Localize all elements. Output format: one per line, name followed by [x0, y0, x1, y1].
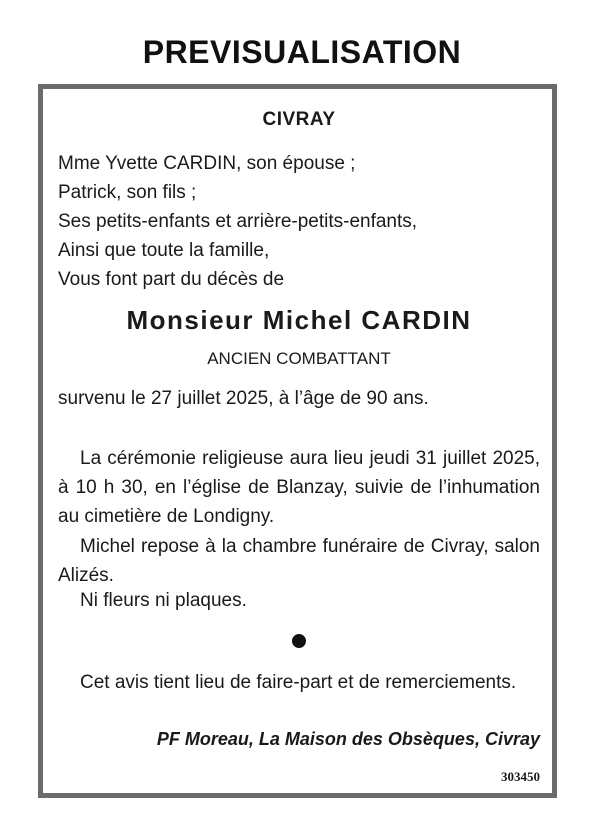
- announcer-line: Patrick, son fils ;: [58, 182, 197, 203]
- thanks-paragraph: Cet avis tient lieu de faire-part et de remerciements.: [80, 672, 517, 693]
- announcers-block: [58, 149, 540, 294]
- resting-place-paragraph: Michel repose à la chambre funéraire de Civray, salon Alizés.: [58, 536, 540, 586]
- notice-town: CIVRAY: [262, 109, 336, 130]
- obituary-notice-frame: [38, 84, 557, 798]
- no-flowers-paragraph: Ni fleurs ni plaques.: [80, 590, 247, 611]
- announcer-line: Vous font part du décès de: [58, 269, 285, 290]
- page-title: PREVISUALISATION: [142, 34, 462, 70]
- ceremony-paragraph: La cérémonie religieuse aura lieu jeudi 31 juillet 2025, à 10 h 30, en l’église de Blanzay, suivie de l’inhumation au cimetière de Londigny.: [58, 448, 540, 527]
- deceased-title: ANCIEN COMBATTANT: [207, 349, 391, 368]
- death-info: survenu le 27 juillet 2025, à l’âge de 90 ans.: [58, 388, 429, 409]
- announcer-line: Ainsi que toute la famille,: [58, 240, 270, 261]
- obituary-notice-content: [58, 89, 540, 793]
- separator-dot: [292, 634, 306, 648]
- funeral-home-signature: PF Moreau, La Maison des Obsèques, Civray: [156, 729, 540, 749]
- deceased-name: Monsieur Michel CARDIN: [126, 305, 472, 335]
- announcer-line: Ses petits-enfants et arrière-petits-enfants,: [58, 211, 418, 232]
- notice-reference-number: 303450: [501, 769, 540, 784]
- announcer-line: Mme Yvette CARDIN, son épouse ;: [58, 153, 356, 174]
